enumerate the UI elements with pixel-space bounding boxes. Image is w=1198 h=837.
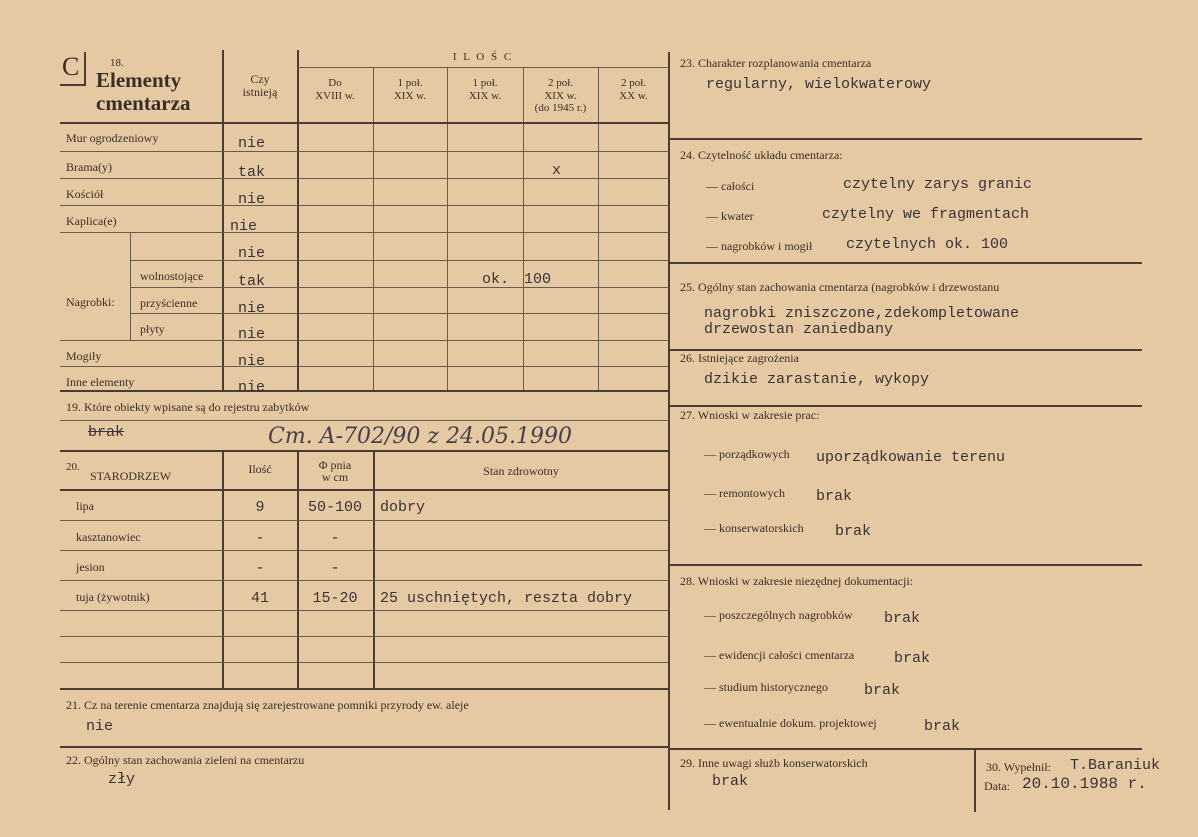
q23-bottom-line bbox=[670, 138, 1142, 140]
q22-label: 22. Ogólny stan zachowania zieleni na cmentarzu bbox=[66, 753, 305, 767]
col-line-p1 bbox=[373, 68, 374, 390]
tree-name: jesion bbox=[76, 560, 105, 574]
table-bottom-line bbox=[60, 390, 669, 392]
period-header-l1: 2 poł. bbox=[620, 77, 647, 89]
period-header-l2: XIX w. bbox=[544, 90, 577, 102]
row-line bbox=[60, 205, 669, 206]
col-line-p3 bbox=[523, 68, 524, 390]
period-header-l1: 1 poł. bbox=[472, 77, 498, 89]
col-line-p2 bbox=[447, 68, 448, 390]
row-value: nie bbox=[238, 326, 266, 343]
tree-diameter: - bbox=[330, 530, 340, 547]
q29-label: 29. Inne uwagi służb konserwatorskich bbox=[680, 756, 868, 770]
tree-count: 41 bbox=[250, 590, 269, 607]
nagrobki-label: Nagrobki: bbox=[66, 295, 115, 309]
q28-item-value: brak bbox=[864, 682, 901, 699]
q20-header-ilosc: Ilość bbox=[248, 462, 272, 476]
row-line bbox=[60, 232, 669, 233]
q27-item-value: uporządkowanie terenu bbox=[816, 449, 1006, 466]
tree-bottom-line bbox=[60, 688, 669, 690]
period-header-l1: Do bbox=[328, 77, 342, 89]
q20-header-wcm: w cm bbox=[321, 470, 349, 484]
q28-item-value: brak bbox=[924, 718, 961, 735]
q19-handwritten: Cm. A-702/90 z 24.05.1990 bbox=[268, 424, 572, 449]
q24-item-label: — całości bbox=[706, 179, 755, 193]
row-line bbox=[60, 366, 669, 367]
nagrobki-col-line bbox=[130, 232, 131, 340]
row-value: nie bbox=[238, 300, 266, 317]
row-value: tak bbox=[238, 273, 266, 290]
tree-col-line bbox=[373, 452, 375, 688]
q20-header-stan: Stan zdrowotny bbox=[483, 464, 559, 478]
header-ilosc: I L O Ś C bbox=[452, 51, 514, 63]
q21-typed: nie bbox=[86, 718, 114, 735]
q19-line bbox=[60, 420, 669, 421]
q28-item-label: — ewentualnie dokum. projektowej bbox=[704, 716, 877, 730]
section-title-line2: cmentarza bbox=[96, 91, 191, 115]
section-c-letter: C bbox=[62, 52, 80, 81]
period-header-l1: 1 poł. bbox=[397, 77, 423, 89]
section-title-line1: Elementy bbox=[96, 68, 182, 92]
row-value: nie bbox=[238, 379, 266, 396]
q21-label: 21. Cz na terenie cmentarza znajdują się zarejestrowane pomniki przyrody ew. aleje bbox=[66, 698, 469, 712]
q20-header-starodrzew: STARODRZEW bbox=[90, 469, 172, 483]
row-label: przyścienne bbox=[140, 296, 198, 310]
row-mark: ok. bbox=[482, 271, 510, 288]
q30-divider bbox=[974, 750, 976, 812]
tree-count: - bbox=[255, 560, 265, 577]
row-line bbox=[60, 151, 669, 152]
q27-label: 27. Wnioski w zakresie prac: bbox=[680, 408, 820, 422]
row-value: nie bbox=[238, 245, 266, 262]
tree-count: - bbox=[255, 530, 265, 547]
q30-name: T.Baraniuk bbox=[1070, 757, 1161, 774]
q24-bottom-line bbox=[670, 262, 1142, 264]
row-label: Inne elementy bbox=[66, 375, 135, 389]
q24-item-value: czytelny we fragmentach bbox=[822, 206, 1030, 223]
header-czy: Czy bbox=[250, 72, 270, 86]
tree-state: dobry bbox=[380, 499, 426, 516]
tree-diameter: - bbox=[330, 560, 340, 577]
q24-label: 24. Czytelność układu cmentarza: bbox=[680, 148, 843, 162]
row-label: Brama(y) bbox=[66, 160, 112, 174]
col-line-czy bbox=[222, 50, 224, 390]
row-label: płyty bbox=[140, 322, 165, 336]
tree-row-line bbox=[60, 580, 669, 581]
row-label: Kościół bbox=[66, 187, 104, 201]
row-mark: x bbox=[552, 162, 562, 179]
q30-label: 30. Wypełnił: bbox=[986, 760, 1052, 774]
row-line bbox=[60, 340, 669, 341]
tree-name: kasztanowiec bbox=[76, 530, 141, 544]
row-value: nie bbox=[238, 135, 266, 152]
q24-item-value: czytelny zarys granic bbox=[843, 176, 1033, 193]
q30-date-label: Data: bbox=[984, 779, 1010, 793]
period-header-l2: XIX w. bbox=[393, 90, 427, 102]
q28-item-label: — poszczególnych nagrobków bbox=[704, 608, 853, 622]
q19-label: 19. Które obiekty wpisane są do rejestru zabytków bbox=[66, 400, 310, 414]
q25-typed-2: drzewostan zaniedbany bbox=[704, 321, 894, 338]
q26-bottom-line bbox=[670, 405, 1142, 407]
q26-label: 26. Istniejące zagrożenia bbox=[680, 351, 799, 365]
col-line-p4 bbox=[598, 68, 599, 390]
q28-item-value: brak bbox=[894, 650, 931, 667]
ilosc-underline bbox=[297, 67, 669, 68]
row-value: tak bbox=[238, 164, 266, 181]
q24-item-value: czytelnych ok. 100 bbox=[846, 236, 1009, 253]
tree-row-line bbox=[60, 610, 669, 611]
row-label: Mur ogrodzeniowy bbox=[66, 131, 159, 145]
row-line bbox=[130, 313, 669, 314]
q20-number: 20. bbox=[66, 461, 80, 473]
row-value: nie bbox=[238, 353, 266, 370]
field-number-18: 18. bbox=[110, 57, 124, 69]
tree-row-line bbox=[60, 550, 669, 551]
period-header-l3: (do 1945 r.) bbox=[534, 102, 587, 114]
q25-typed-1: nagrobki zniszczone,zdekompletowane bbox=[704, 305, 1020, 322]
q27-item-label: — konserwatorskich bbox=[704, 521, 804, 535]
tree-diameter: 15-20 bbox=[312, 590, 358, 607]
q22-typed: zły bbox=[108, 771, 136, 788]
tree-state: 25 uschniętych, reszta dobry bbox=[380, 590, 633, 607]
header-istnieja: istnieją bbox=[242, 85, 278, 99]
period-header-l1: 2 poł. bbox=[547, 77, 574, 89]
q25-label: 25. Ogólny stan zachowania cmentarza (nagrobków i drzewostanu bbox=[680, 280, 1000, 294]
q27-item-label: — porządkowych bbox=[704, 447, 790, 461]
q28-item-value: brak bbox=[884, 610, 921, 627]
q27-item-value: brak bbox=[835, 523, 872, 540]
tree-name: tuja (żywotnik) bbox=[76, 590, 150, 604]
q26-typed: dzikie zarastanie, wykopy bbox=[704, 371, 930, 388]
header-bottom-line bbox=[60, 122, 669, 124]
q27-item-value: brak bbox=[816, 488, 853, 505]
q28-item-label: — studium historycznego bbox=[704, 680, 828, 694]
q20-header-phi: Φ pnia bbox=[318, 458, 352, 472]
q23-typed: regularny, wielokwaterowy bbox=[706, 76, 932, 93]
tree-row-line bbox=[60, 662, 669, 663]
row-value: nie bbox=[238, 191, 266, 208]
q27-bottom-line bbox=[670, 564, 1142, 566]
row-label: Mogiły bbox=[66, 349, 102, 363]
row-line bbox=[60, 178, 669, 179]
q28-label: 28. Wnioski w zakresie niezędnej dokumentacji: bbox=[680, 574, 914, 588]
q27-item-label: — remontowych bbox=[704, 486, 785, 500]
tree-name: lipa bbox=[76, 499, 94, 513]
tree-diameter: 50-100 bbox=[307, 499, 362, 516]
q28-item-label: — ewidencji całości cmentarza bbox=[704, 648, 855, 662]
row-value: nie bbox=[230, 218, 258, 235]
period-header-l2: XIX w. bbox=[468, 90, 502, 102]
q19-typed: brak bbox=[88, 424, 125, 441]
row-label: wolnostojące bbox=[140, 269, 204, 283]
q23-label: 23. Charakter rozplanowania cmentarza bbox=[680, 56, 872, 70]
tree-row-line bbox=[60, 636, 669, 637]
q24-item-label: — nagrobków i mogił bbox=[706, 239, 813, 253]
period-header-l2: XX w. bbox=[619, 90, 648, 102]
tree-row-line bbox=[60, 520, 669, 521]
row-line bbox=[130, 260, 669, 261]
tree-header-line bbox=[60, 489, 669, 491]
tree-count: 9 bbox=[255, 499, 265, 516]
row-line bbox=[130, 287, 669, 288]
center-divider bbox=[668, 52, 670, 810]
q24-item-label: — kwater bbox=[706, 209, 754, 223]
q30-date: 20.10.1988 r. bbox=[1022, 775, 1147, 793]
period-header-l2: XVIII w. bbox=[315, 90, 355, 102]
q29-typed: brak bbox=[712, 773, 749, 790]
row-mark2: 100 bbox=[524, 271, 552, 288]
row-label: Kaplica(e) bbox=[66, 214, 117, 228]
q19-bottom-line bbox=[60, 450, 669, 452]
q28-bottom-line bbox=[670, 748, 1142, 750]
q21-bottom-line bbox=[60, 746, 669, 748]
